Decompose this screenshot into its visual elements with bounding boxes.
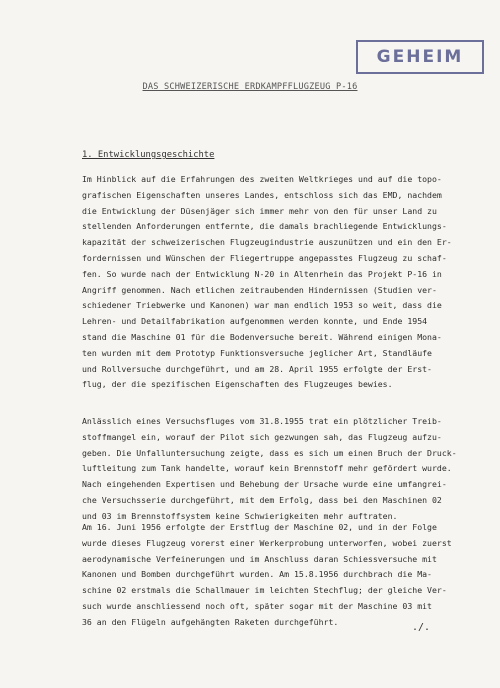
- paragraph-1: [82, 172, 452, 393]
- paragraph-line: Anlässlich eines Versuchsfluges vom 31.8.1955 trat ein plötzlicher Treib-: [82, 416, 442, 426]
- paragraph-line: wurde dieses Flugzeug vorerst einer Werkerprobung unterworfen, wobei zuerst: [82, 537, 452, 548]
- paragraph-line: fordernissen und Wünschen der Fliegertruppe angepasstes Flugzeug zu schaf-: [82, 252, 447, 263]
- paragraph-line: Im Hinblick auf die Erfahrungen des zweiten Weltkrieges und auf die topo-: [82, 174, 442, 184]
- paragraph-line: stellenden Anforderungen entfernte, die damals brachliegende Entwicklungs-: [82, 221, 447, 232]
- paragraph-line: und 03 im Brennstoffsystem keine Schwierigkeiten mehr auftraten.: [82, 510, 398, 521]
- section-heading: 1. Entwicklungsgeschichte: [82, 150, 215, 160]
- document-title: DAS SCHWEIZERISCHE ERDKAMPFFLUGZEUG P-16: [142, 82, 358, 92]
- paragraph-3: [82, 520, 452, 631]
- paragraph-line: such wurde anschliessend noch oft, später sogar mit der Maschine 03 mit: [82, 600, 432, 611]
- paragraph-line: luftleitung zum Tank handelte, worauf kein Brennstoff mehr gefördert wurde.: [82, 463, 452, 474]
- paragraph-line: Kanonen und Bomben durchgeführt wurden. Am 15.8.1956 durchbrach die Ma-: [82, 569, 432, 580]
- paragraph-line: stoffmangel ein, worauf der Pilot sich gezwungen sah, das Flugzeug aufzu-: [82, 431, 442, 442]
- paragraph-line: aerodynamische Verfeinerungen und im Anschluss daran Schiessversuche mit: [82, 553, 437, 564]
- continuation-mark: ./.: [412, 622, 431, 633]
- paragraph-line: kapazität der schweizerischen Flugzeugindustrie auszunützen und ein den Er-: [82, 237, 452, 248]
- paragraph-line: stand die Maschine 01 für die Bodenversuche bereit. Während einigen Mona-: [82, 331, 442, 342]
- paragraph-line: schiedener Triebwerke und Kanonen) war man endlich 1953 so weit, dass die: [82, 300, 442, 311]
- paragraph-line: Am 16. Juni 1956 erfolgte der Erstflug der Maschine 02, und in der Folge: [82, 522, 437, 532]
- paragraph-line: Angriff genommen. Nach etlichen zeitraubenden Hindernissen (Studien ver-: [82, 284, 437, 295]
- paragraph-line: Lehren- und Detailfabrikation aufgenommen werden konnte, und Ende 1954: [82, 316, 428, 327]
- stamp-text: GEHEIM: [376, 47, 464, 67]
- paragraph-line: geben. Die Unfalluntersuchung zeigte, dass es sich um einen Bruch der Druck-: [82, 447, 457, 458]
- paragraph-line: flug, der die spezifischen Eigenschaften des Flugzeuges bewies.: [82, 379, 393, 390]
- paragraph-2: [82, 414, 457, 525]
- paragraph-line: fen. So wurde nach der Entwicklung N-20 in Altenrhein das Projekt P-16 in: [82, 268, 442, 279]
- paragraph-line: ten wurden mit dem Prototyp Funktionsversuche jeglicher Art, Standläufe: [82, 347, 432, 358]
- paragraph-line: die Entwicklung der Düsenjäger sich immer mehr von den für unser Land zu: [82, 205, 437, 216]
- paragraph-line: grafischen Eigenschaften unseres Landes, entschloss sich das EMD, nachdem: [82, 189, 442, 200]
- paragraph-line: schine 02 erstmals die Schallmauer im leichten Stechflug; der gleiche Ver-: [82, 585, 447, 596]
- paragraph-line: 36 an den Flügeln aufgehängten Raketen durchgeführt.: [82, 616, 339, 627]
- paragraph-line: Nach eingehenden Expertisen und Behebung der Ursache wurde eine umfangrei-: [82, 479, 447, 490]
- classification-stamp: [356, 40, 484, 74]
- paragraph-line: che Versuchsserie durchgeführt, mit dem Erfolg, dass bei den Maschinen 02: [82, 494, 442, 505]
- paragraph-line: und Rollversuche durchgeführt, und am 28. April 1955 erfolgte der Erst-: [82, 363, 432, 374]
